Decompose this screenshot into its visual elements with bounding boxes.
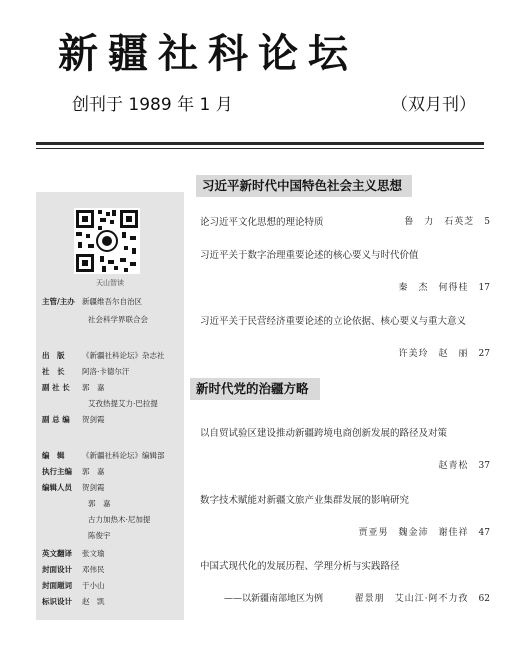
vice-president-value-2: 艾孜热提艾力·巴拉提: [88, 399, 158, 408]
article-authors: 许美玲 赵 丽: [398, 349, 469, 359]
vice-president-label: 副 社 长: [42, 383, 70, 392]
vice-president-row: [42, 382, 105, 393]
sponsor-row: [42, 296, 142, 307]
masthead-sidebar: [36, 192, 184, 620]
inscription-label: 封面题词: [42, 581, 72, 590]
executive-editor-value: 郭 嘉: [82, 467, 105, 476]
sponsor-value: 新疆维吾尔自治区: [82, 297, 142, 306]
sponsor-value-2: 社会科学界联合会: [88, 315, 148, 324]
header-rule-thin: [36, 148, 484, 149]
article-page: 62: [478, 594, 490, 604]
article-authors: 秦 杰 何得桂: [398, 283, 469, 293]
staff-member: 郭 嘉: [88, 499, 111, 508]
article-title[interactable]: 数字技术赋能对新疆文旅产业集群发展的影响研究: [200, 495, 410, 506]
vice-president-value: 郭 嘉: [82, 383, 105, 392]
executive-editor-label: 执行主编: [42, 467, 72, 476]
president-value: 阿洛·卡德尔汗: [82, 367, 130, 376]
article-title[interactable]: 以自贸试验区建设推动新疆跨境电商创新发展的路径及对策: [200, 428, 448, 439]
journal-title: 新疆社科论坛: [58, 31, 358, 77]
article-authors: 翟景朋 艾山江·阿不力孜: [354, 594, 469, 604]
article-title[interactable]: 习近平关于民营经济重要论述的立论依据、核心要义与重大意义: [200, 316, 467, 327]
article-title[interactable]: 中国式现代化的发展历程、学理分析与实践路径: [200, 561, 400, 572]
article-authors: 赵青松: [438, 461, 469, 471]
founded-date: 创刊于 1989 年 1 月: [72, 95, 233, 115]
executive-editor-row: [42, 466, 105, 477]
article-page: 27: [478, 349, 490, 359]
article-meta: [439, 458, 490, 471]
editor-value: 《新疆社科论坛》编辑部: [82, 451, 165, 460]
staff-member: 古力加热木·尼加提: [88, 515, 151, 524]
staff-member: 陈俊宇: [88, 531, 111, 540]
article-meta: [359, 525, 490, 538]
publisher-row: [42, 350, 165, 361]
president-row: [42, 366, 129, 377]
inscription-value: 于小山: [82, 581, 105, 590]
translator-label: 英文翻译: [42, 549, 72, 558]
article-meta: [399, 280, 490, 293]
translator-value: 张文瑜: [82, 549, 105, 558]
deputy-editor-label: 副 总 编: [42, 415, 70, 424]
publication-frequency: （双月刊）: [391, 95, 476, 115]
sponsor-label: 主管/主办: [42, 297, 75, 306]
cover-design-value: 邓伟民: [82, 565, 105, 574]
staff-row: [42, 482, 105, 493]
header-rule-thick: [36, 142, 484, 145]
logo-design-value: 赵 凯: [82, 597, 105, 606]
cover-design-label: 封面设计: [42, 565, 72, 574]
article-page: 17: [478, 283, 490, 293]
editor-label: 编 辑: [42, 451, 65, 460]
article-page: 47: [478, 528, 490, 538]
qr-caption: 天山智读: [96, 279, 124, 287]
article-page: 37: [478, 461, 490, 471]
cover-design-row: [42, 564, 105, 575]
staff-member: 贺剑霞: [82, 483, 105, 492]
publisher-label: 出 版: [42, 351, 65, 360]
section-heading: 新时代党的治疆方略: [190, 378, 320, 400]
article-meta: [404, 214, 490, 227]
article-authors: 贾亚男 魏金沛 谢佳祥: [358, 528, 469, 538]
staff-label: 编辑人员: [42, 483, 72, 492]
deputy-editor-row: [42, 414, 105, 425]
qr-code-icon: [74, 208, 140, 274]
deputy-editor-value: 贺剑霞: [82, 415, 105, 424]
editor-row: [42, 450, 165, 461]
article-title[interactable]: 论习近平文化思想的理论特质: [200, 217, 324, 228]
article-meta: [355, 591, 490, 604]
publisher-value: 《新疆社科论坛》杂志社: [82, 351, 165, 360]
translator-row: [42, 548, 105, 559]
inscription-row: [42, 580, 105, 591]
article-meta: [399, 346, 490, 359]
article-authors: 鲁 力 石英芝: [404, 217, 475, 227]
article-subtitle: ——以新疆南部地区为例: [224, 594, 324, 604]
section-heading: 习近平新时代中国特色社会主义思想: [196, 175, 412, 197]
article-title[interactable]: 习近平关于数字治理重要论述的核心要义与时代价值: [200, 250, 419, 261]
article-page: 5: [484, 217, 490, 227]
logo-design-label: 标识设计: [42, 597, 72, 606]
president-label: 社 长: [42, 367, 65, 376]
logo-design-row: [42, 596, 105, 607]
